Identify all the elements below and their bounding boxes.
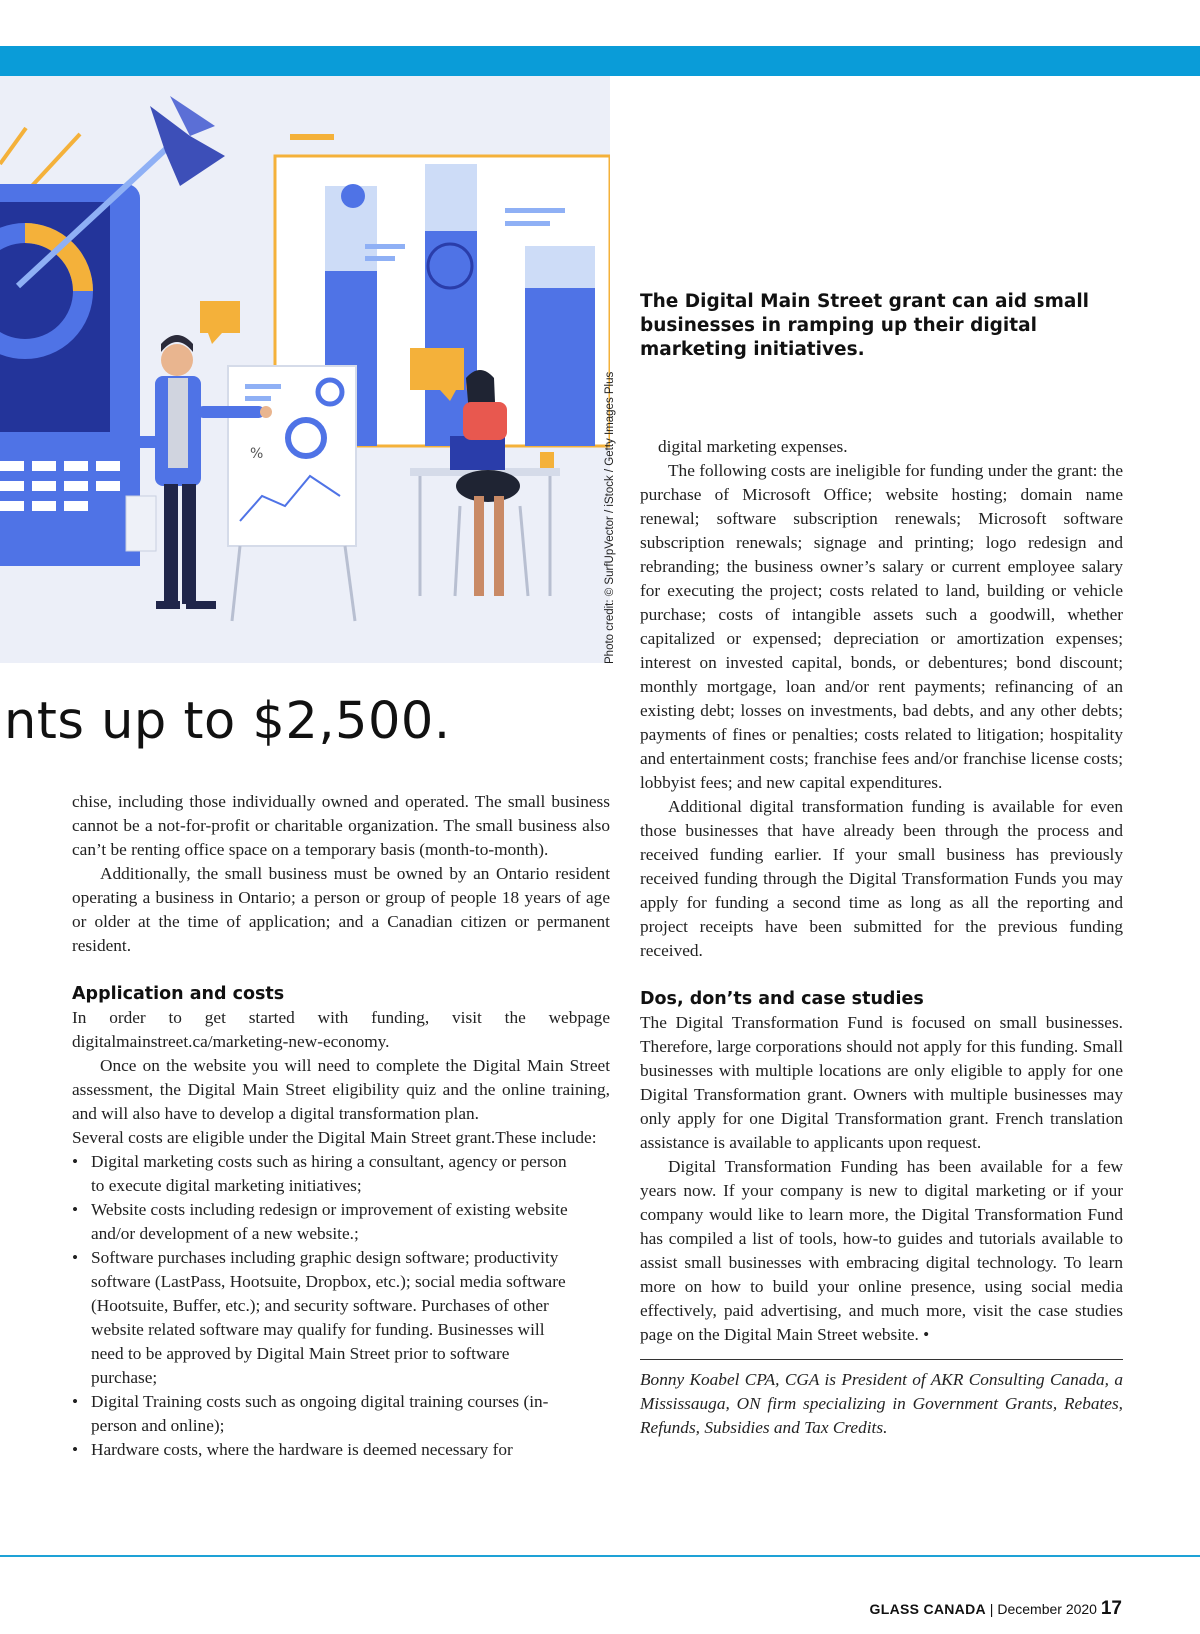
page-footer	[870, 1598, 1122, 1620]
issue-date: December 2020	[997, 1601, 1097, 1617]
body-paragraph: Additional digital transformation funding is available for even those businesses that have already been through the process and received funding earlier. If your small business has previously received funding through the Digital Transformation Funds you may apply for funding a second time as long as all the reporting and project receipts have been submitted for the previous funding received.	[640, 797, 1123, 960]
list-item: • Website costs including redesign or improvement of existing website and/or development of a new website.;	[72, 1198, 610, 1246]
paragraph-spacer	[72, 958, 610, 982]
body-paragraph: Once on the website you will need to complete the Digital Main Street assessment, the Digital Main Street eligibility quiz and the online training, and will also have to develop a digital transformation plan.	[72, 1056, 610, 1123]
page-number: 17	[1100, 1598, 1122, 1619]
paragraph-spacer	[640, 963, 1123, 987]
bio-divider	[640, 1359, 1123, 1360]
right-column	[640, 435, 1123, 1440]
footer-rule	[0, 1555, 1200, 1557]
section-heading-application: Application and costs	[72, 984, 285, 1004]
list-item: • Digital Training costs such as ongoing digital training courses (in-person and online);	[72, 1390, 610, 1438]
image-caption: The Digital Main Street grant can aid small businesses in ramping up their digital marketing initiatives.	[640, 291, 1090, 360]
list-item: • Software purchases including graphic design software; productivity software (LastPass, Hootsuite, Dropbox, etc.); social media software (Hootsuite, Buffer, etc.); and security software. Purchases of other website related software may qualify for funding. Businesses will need to be approved by Digital Main Street prior to software purchase;	[72, 1246, 610, 1390]
list-item: • Digital marketing costs such as hiring a consultant, agency or person to execute digital marketing initiatives;	[72, 1150, 610, 1198]
article-illustration	[0, 76, 610, 663]
left-column	[72, 790, 610, 1462]
top-color-bar	[0, 46, 1200, 76]
section-heading-dos: Dos, don’ts and case studies	[640, 989, 924, 1009]
body-paragraph: Additionally, the small business must be owned by an Ontario resident operating a business in Ontario; a person or group of people 18 years of age or older at the time of application; and a Canadian citizen or permanent resident.	[72, 864, 610, 955]
list-intro: Several costs are eligible under the Digital Main Street grant.These include:	[72, 1128, 597, 1147]
body-paragraph: Digital Transformation Funding has been available for a few years now. If your company is new to digital marketing or if your company would like to learn more, the Digital Transformation Fund has compiled a list of tools, how-to guides and tutorials available to assist small businesses with embracing digital technology. To learn more on how to build your online presence, using social media effectively, paid advertising, and much more, visit the case studies page on the Digital Main Street website. •	[640, 1157, 1123, 1344]
body-paragraph: digital marketing expenses.	[658, 437, 848, 456]
eligible-costs-list	[72, 1150, 610, 1462]
author-bio: Bonny Koabel CPA, CGA is President of AKR Consulting Canada, a Mississauga, ON firm specializing in Government Grants, Rebates, Refunds, Subsidies and Tax Credits.	[640, 1370, 1123, 1437]
photo-credit: Photo credit: © SurfUpVector / iStock / Getty Images Plus	[604, 371, 616, 664]
headline-fragment: nts up to $2,500.	[4, 692, 451, 751]
list-item: • Hardware costs, where the hardware is deemed necessary for	[72, 1438, 610, 1462]
magazine-name: GLASS CANADA	[869, 1601, 986, 1617]
body-paragraph: The Digital Transformation Fund is focused on small businesses. Therefore, large corporations should not apply for this funding. Small businesses with multiple locations are only eligible to apply for one Digital Transformation grant. Owners with multiple businesses may only apply for one Digital Transformation grant. French translation assistance is available to applicants upon request.	[640, 1013, 1123, 1152]
business-illustration-graphic	[0, 76, 610, 663]
body-paragraph: chise, including those individually owned and operated. The small business cannot be a not-for-profit or charitable organization. The small business also can’t be renting office space on a temporary basis (month-to-month).	[72, 792, 610, 859]
footer-separator: |	[985, 1601, 998, 1617]
body-paragraph: In order to get started with funding, visit the webpage digitalmainstreet.ca/marketing-new-economy.	[72, 1008, 610, 1051]
body-paragraph: The following costs are ineligible for funding under the grant: the purchase of Microsoft Office; website hosting; domain name renewal; software subscription renewals; Microsoft software subscription renewals; signage and printing; logo redesign and rebranding; the business owner’s salary or current employee salary for executing the project; costs related to land, building or vehicle purchase; costs of intangible assets such a goodwill, whether capitalized or expensed; depreciation or amortization expenses; interest on invested capital, bonds, or debentures; bond discount; monthly mortgage, loan and/or rent payments; refinancing of an existing debt; losses on investments, bad debts, and any other debts; payments of fines or penalties; costs related to litigation; hospitality and entertainment costs; franchise fees and/or franchise license costs; lobbyist fees; and new capital expenditures.	[640, 461, 1123, 792]
svg-text:%: %	[250, 446, 264, 462]
